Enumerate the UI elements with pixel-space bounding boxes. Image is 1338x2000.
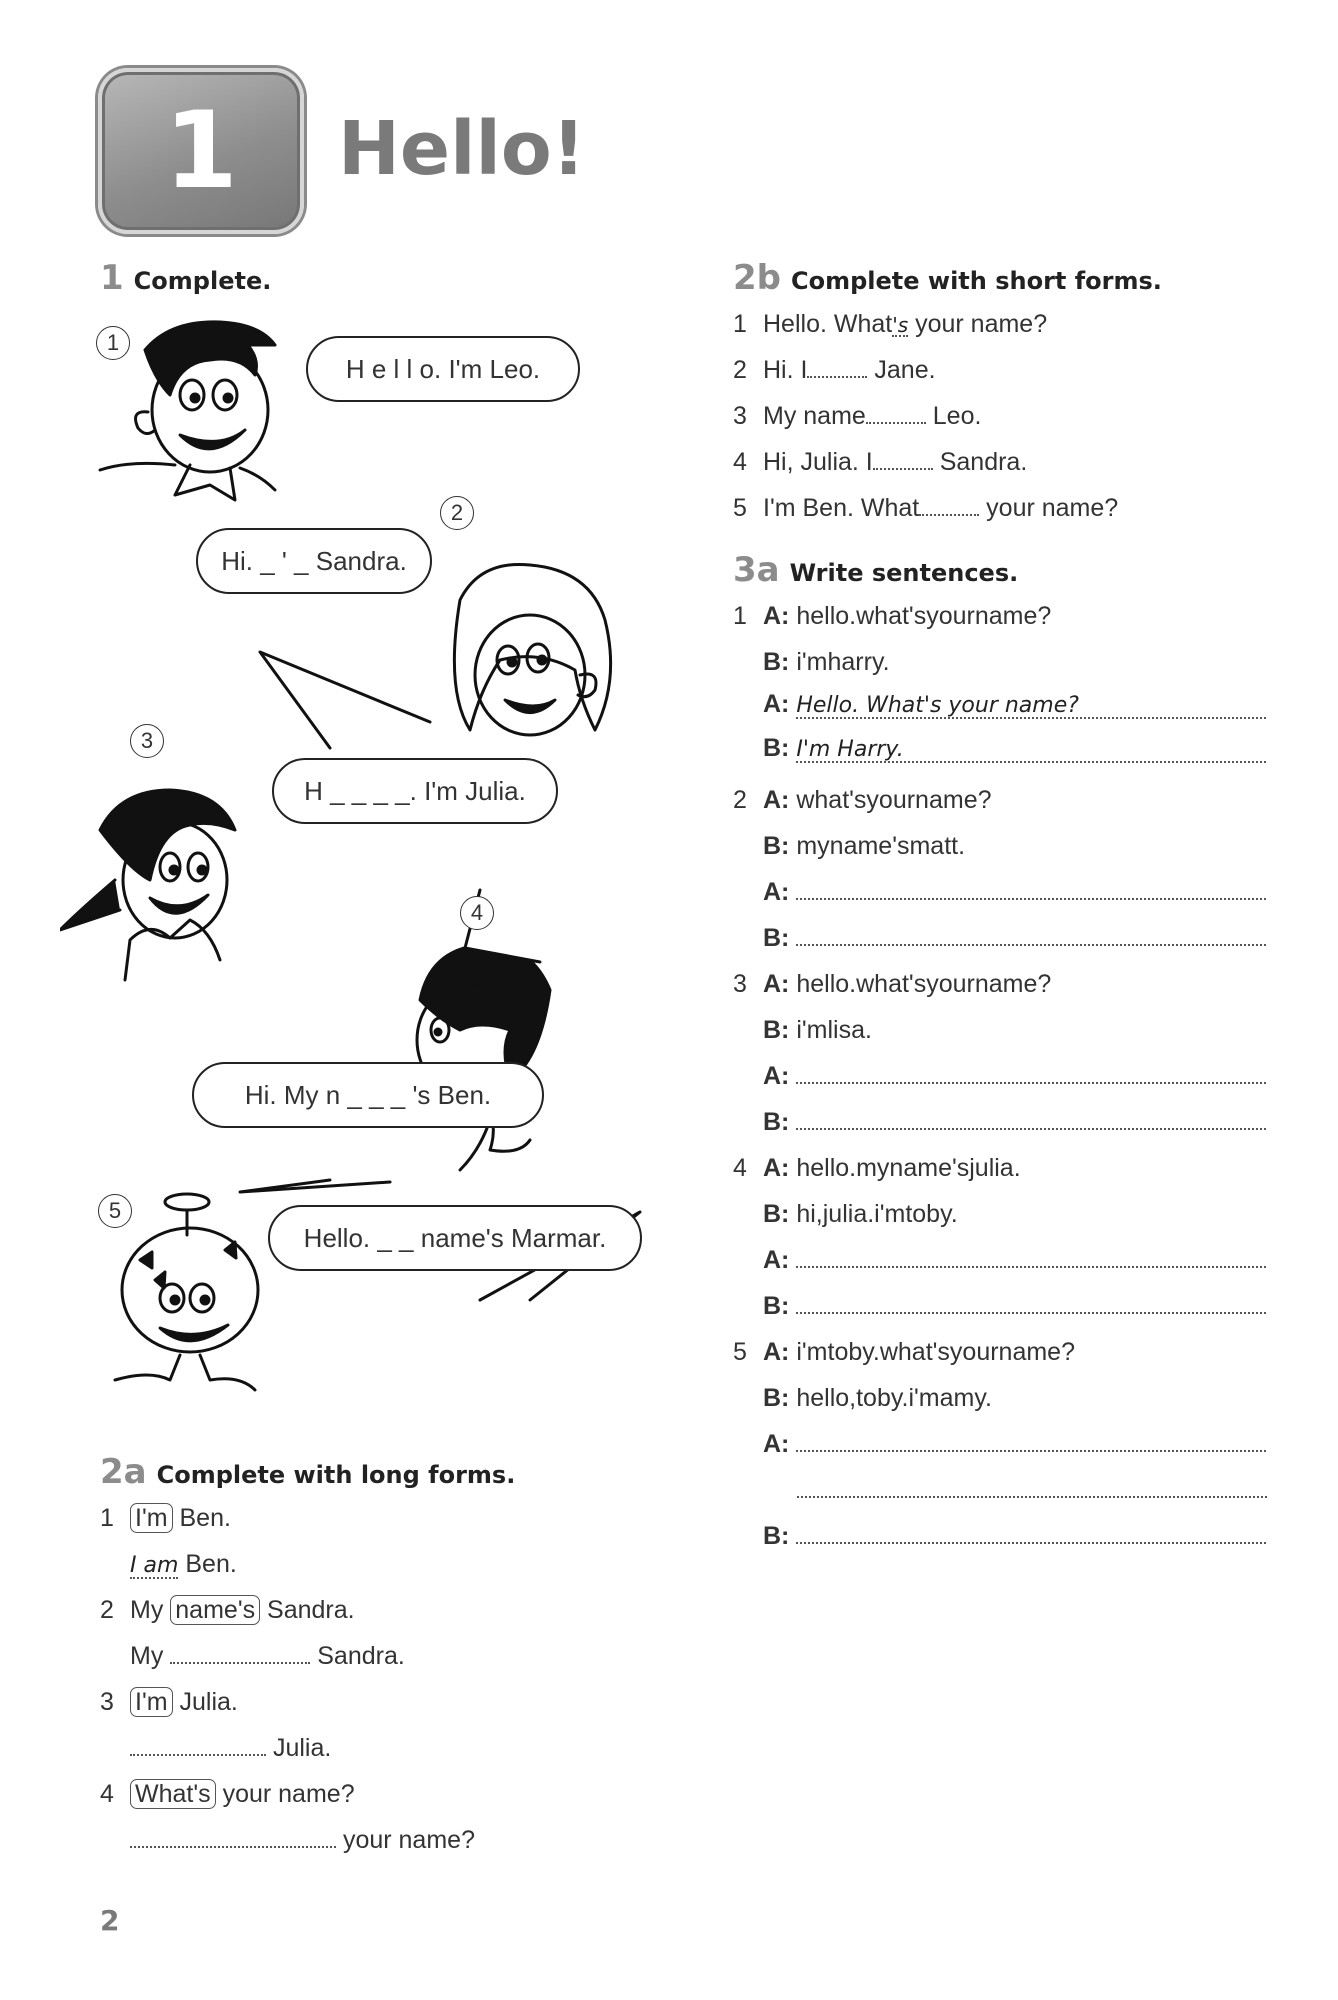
ex3a-item-4-b-answer: B:	[763, 1294, 1266, 1319]
ex2b-item-5: 5 I'm Ben. What your name?	[733, 494, 1119, 522]
ex3a-item-1-b-answer: B: I'm Harry.	[763, 736, 1266, 763]
answer-blank[interactable]	[796, 1266, 1266, 1268]
speech-bubble-4	[192, 1062, 544, 1128]
exercise-number: 2a	[100, 1452, 147, 1492]
ex2a-answer-4: your name?	[130, 1828, 475, 1853]
item-circle-2: 2	[440, 496, 474, 530]
answer-blank[interactable]	[796, 1312, 1266, 1314]
ex2a-item-3: 3 I'm Julia.	[100, 1688, 238, 1716]
ex3a-item-2-a: 2 A: what'syourname?	[733, 786, 992, 814]
exercise-number: 2b	[733, 258, 781, 298]
answer-blank[interactable]	[796, 1542, 1266, 1544]
exercise-3a-heading	[733, 550, 1018, 590]
handwritten-answer: I'm Harry.	[796, 739, 1266, 763]
marmar-illustration	[115, 1194, 258, 1390]
ex3a-item-3-b: B: i'mlisa.	[763, 1016, 872, 1044]
ex2a-answer-3: Julia.	[130, 1736, 331, 1761]
item-circle-3: 3	[130, 724, 164, 758]
exercise-title: Write sentences.	[789, 559, 1019, 587]
ex3a-item-3-a-answer: A:	[763, 1064, 1266, 1089]
unit-number: 1	[164, 89, 238, 212]
speech-bubble-1	[306, 336, 580, 402]
handwritten-answer: I am	[130, 1553, 179, 1578]
unit-number-badge	[98, 68, 304, 234]
boxed-word: I'm	[130, 1503, 173, 1533]
ex3a-item-3-a: 3 A: hello.what'syourname?	[733, 970, 1052, 998]
ex2a-item-1: 1 I'm Ben.	[100, 1504, 231, 1532]
exercise-number: 1	[100, 258, 124, 298]
answer-blank[interactable]	[796, 1450, 1266, 1452]
ex2a-answer-1: I am Ben.	[130, 1550, 237, 1578]
exercise-number: 3a	[733, 550, 780, 590]
answer-blank[interactable]	[807, 376, 867, 378]
ex2b-item-3: 3 My name Leo.	[733, 402, 982, 430]
answer-blank[interactable]	[796, 1128, 1266, 1130]
bubble-text-1: H e l l o. I'm Leo.	[345, 353, 541, 384]
ex3a-item-1-b: B: i'mharry.	[763, 648, 890, 676]
ex2a-item-2: 2 My name's Sandra.	[100, 1596, 355, 1624]
page-number: 2	[100, 1904, 120, 1937]
answer-blank[interactable]	[919, 514, 979, 516]
answer-blank[interactable]	[130, 1846, 336, 1848]
ex3a-item-4-b: B: hi,julia.i'mtoby.	[763, 1200, 958, 1228]
speech-bubble-2	[196, 528, 432, 594]
item-circle-1: 1	[96, 326, 130, 360]
exercise-title: Complete with long forms.	[156, 1461, 516, 1489]
ex3a-item-1-a-answer: A: Hello. What's your name?	[763, 692, 1266, 719]
bubble-text-2: Hi. _ ' _ Sandra.	[221, 545, 407, 576]
ex3a-item-5-a-answer: A:	[763, 1432, 1266, 1457]
sandra-illustration	[454, 564, 610, 735]
ex3a-item-2-b: B: myname'smatt.	[763, 832, 966, 860]
ex2a-item-4: 4 What's your name?	[100, 1780, 355, 1808]
speech-bubble-5	[268, 1205, 642, 1271]
ben-illustration	[417, 945, 550, 1170]
item-circle-4: 4	[460, 896, 494, 930]
answer-blank[interactable]	[797, 1496, 1267, 1498]
ex3a-item-2-b-answer: B:	[763, 926, 1266, 951]
ex3a-item-5-a-answer-continued	[797, 1478, 1267, 1503]
bubble-text-3: H _ _ _ _. I'm Julia.	[304, 775, 526, 806]
ex2a-answer-2: My Sandra.	[130, 1642, 405, 1670]
exercise-1-heading	[100, 258, 271, 298]
unit-title: Hello!	[338, 106, 586, 192]
answer-blank[interactable]	[796, 898, 1266, 900]
handwritten-answer: 's	[892, 313, 909, 337]
ex3a-item-4-a-answer: A:	[763, 1248, 1266, 1273]
answer-blank[interactable]	[170, 1662, 310, 1664]
answer-blank[interactable]	[796, 1082, 1266, 1084]
ex2b-item-4: 4 Hi, Julia. I Sandra.	[733, 448, 1028, 476]
ex3a-item-1-a: 1 A: hello.what'syourname?	[733, 602, 1052, 630]
boxed-word: What's	[130, 1779, 216, 1809]
ex3a-item-2-a-answer: A:	[763, 880, 1266, 905]
exercise-2a-heading	[100, 1452, 515, 1492]
boxed-word: name's	[170, 1595, 260, 1625]
answer-blank[interactable]	[866, 422, 926, 424]
speech-bubble-3	[272, 758, 558, 824]
ex3a-item-5-a: 5 A: i'mtoby.what'syourname?	[733, 1338, 1075, 1366]
item-circle-5: 5	[98, 1194, 132, 1228]
answer-blank[interactable]	[130, 1754, 266, 1756]
bubble-text-5: Hello. _ _ name's Marmar.	[303, 1222, 607, 1253]
julia-illustration	[60, 790, 235, 980]
answer-blank[interactable]	[796, 944, 1266, 946]
bubble-text-4: Hi. My n _ _ _ 's Ben.	[244, 1079, 492, 1110]
exercise-2b-heading	[733, 258, 1162, 298]
ex2b-item-2: 2 Hi. I Jane.	[733, 356, 936, 384]
exercise-title: Complete.	[133, 267, 272, 295]
boxed-word: I'm	[130, 1687, 173, 1717]
exercise-title: Complete with short forms.	[791, 267, 1162, 295]
ex3a-item-4-a: 4 A: hello.myname'sjulia.	[733, 1154, 1021, 1182]
ex3a-item-5-b-answer: B:	[763, 1524, 1266, 1549]
ex2b-item-1: 1 Hello. What's your name?	[733, 310, 1048, 338]
ex3a-item-3-b-answer: B:	[763, 1110, 1266, 1135]
ex3a-item-5-b: B: hello,toby.i'mamy.	[763, 1384, 992, 1412]
handwritten-answer: Hello. What's your name?	[796, 695, 1266, 719]
answer-blank[interactable]	[873, 468, 933, 470]
